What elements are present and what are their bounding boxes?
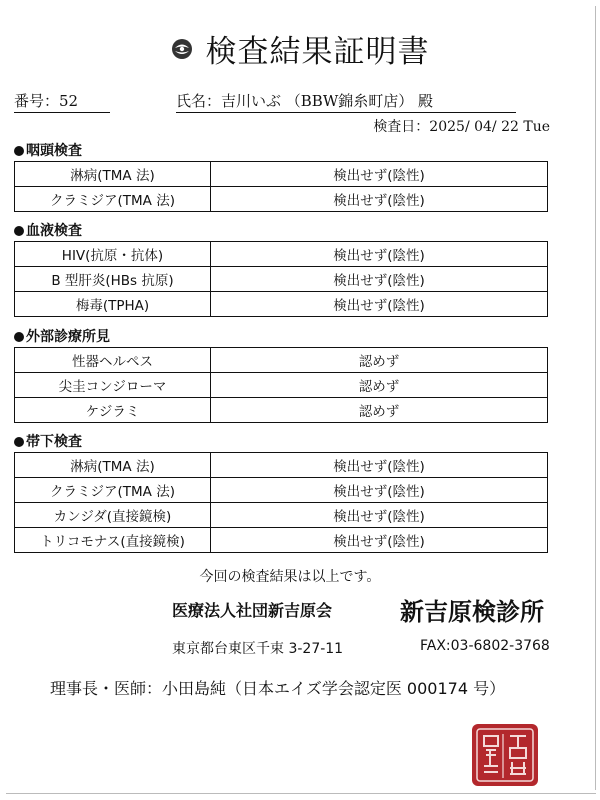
test-result: 検出せず(陰性) bbox=[211, 187, 548, 212]
section-label: 血液検査 bbox=[26, 223, 82, 239]
clinic-fax: FAX:03-6802-3768 bbox=[420, 638, 550, 654]
test-item: トリコモナス(直接鏡検) bbox=[15, 528, 211, 553]
table-row bbox=[15, 398, 548, 423]
page-edge-bottom bbox=[6, 793, 596, 794]
results-table-external bbox=[14, 347, 548, 423]
test-item: B 型肝炎(HBs 抗原) bbox=[15, 267, 211, 292]
bullet-icon bbox=[14, 226, 24, 236]
section-heading-blood bbox=[14, 220, 82, 240]
section-label: 咽頭検査 bbox=[26, 143, 82, 159]
test-item: クラミジア(TMA 法) bbox=[15, 187, 211, 212]
patient-name: 氏名：吉川いぶ （BBW錦糸町店） 殿 bbox=[176, 90, 516, 113]
table-row bbox=[15, 292, 548, 317]
test-result: 検出せず(陰性) bbox=[211, 453, 548, 478]
table-row bbox=[15, 162, 548, 187]
table-row bbox=[15, 242, 548, 267]
exam-date: 検査日：2025/ 04/ 22 Tue bbox=[373, 119, 550, 135]
bullet-icon bbox=[14, 146, 24, 156]
test-item: カンジダ(直接鏡検) bbox=[15, 503, 211, 528]
test-result: 検出せず(陰性) bbox=[211, 242, 548, 267]
test-item: 淋病(TMA 法) bbox=[15, 162, 211, 187]
section-heading-throat bbox=[14, 140, 82, 160]
test-result: 認めず bbox=[211, 398, 548, 423]
test-item: 淋病(TMA 法) bbox=[15, 453, 211, 478]
organization-name: 医療法人社団新吉原会 bbox=[172, 601, 333, 620]
table-row bbox=[15, 453, 548, 478]
title-row bbox=[0, 26, 600, 71]
test-result: 検出せず(陰性) bbox=[211, 503, 548, 528]
section-heading-discharge bbox=[14, 431, 82, 451]
document-title: 検査結果証明書 bbox=[205, 34, 430, 70]
section-label: 外部診療所見 bbox=[26, 329, 110, 345]
table-row bbox=[15, 503, 548, 528]
test-result: 検出せず(陰性) bbox=[211, 267, 548, 292]
table-row bbox=[15, 187, 548, 212]
test-result: 検出せず(陰性) bbox=[211, 528, 548, 553]
section-label: 帯下検査 bbox=[26, 434, 82, 450]
test-item: HIV(抗原・抗体) bbox=[15, 242, 211, 267]
test-result: 認めず bbox=[211, 373, 548, 398]
clinic-name: 新吉原検診所 bbox=[400, 597, 544, 626]
test-item: 梅毒(TPHA) bbox=[15, 292, 211, 317]
test-result: 検出せず(陰性) bbox=[211, 478, 548, 503]
bullet-icon bbox=[14, 437, 24, 447]
certificate-number: 番号：52 bbox=[14, 90, 110, 113]
doctor-name: 理事長・医師：小田島純（日本エイズ学会認定医 000174 号） bbox=[50, 679, 506, 698]
results-table-blood bbox=[14, 241, 548, 317]
table-row bbox=[15, 267, 548, 292]
clinic-address: 東京都台東区千束 3-27-11 bbox=[172, 641, 344, 657]
bullet-icon bbox=[14, 332, 24, 342]
test-item: 尖圭コンジローマ bbox=[15, 373, 211, 398]
test-item: 性器ヘルペス bbox=[15, 348, 211, 373]
test-result: 認めず bbox=[211, 348, 548, 373]
test-item: クラミジア(TMA 法) bbox=[15, 478, 211, 503]
clinic-seal-stamp bbox=[470, 722, 540, 788]
table-row bbox=[15, 373, 548, 398]
closing-statement: 今回の検査結果は以上です。 bbox=[199, 569, 381, 585]
results-table-throat bbox=[14, 161, 548, 212]
clinic-logo-icon bbox=[170, 37, 194, 61]
results-table-discharge bbox=[14, 452, 548, 553]
table-row bbox=[15, 348, 548, 373]
section-heading-external bbox=[14, 326, 110, 346]
test-result: 検出せず(陰性) bbox=[211, 292, 548, 317]
test-result: 検出せず(陰性) bbox=[211, 162, 548, 187]
table-row bbox=[15, 478, 548, 503]
test-item: ケジラミ bbox=[15, 398, 211, 423]
table-row bbox=[15, 528, 548, 553]
page-edge-right bbox=[595, 6, 596, 790]
